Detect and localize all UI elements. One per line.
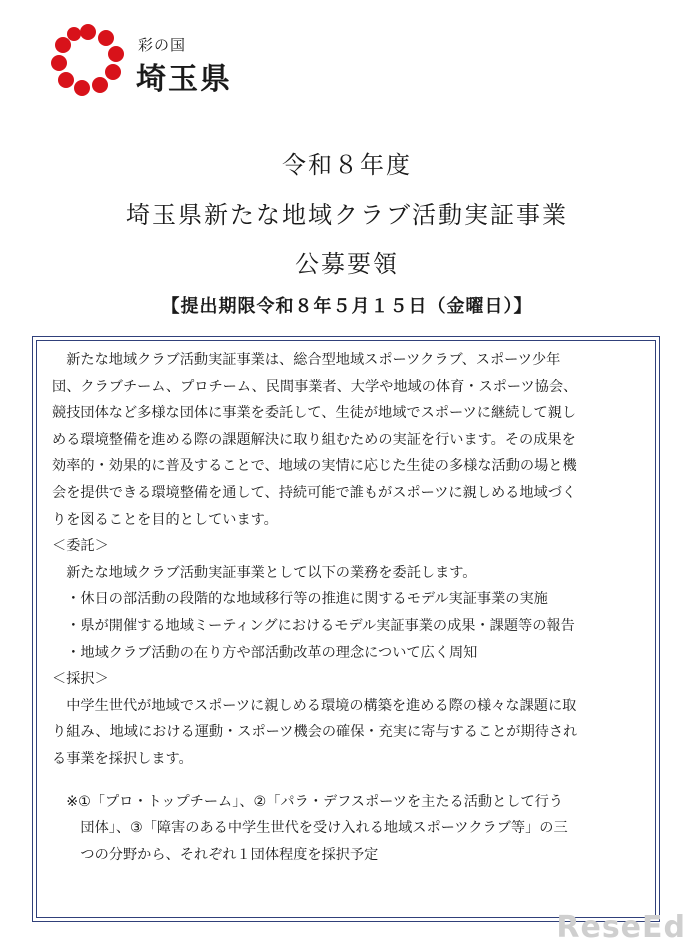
prefecture-logo (50, 22, 250, 102)
intro-line: りを図ることを目的としています。 (52, 511, 278, 528)
logo-subtitle: 彩の国 (138, 36, 187, 54)
note-line: つの分野から、それぞれ１団体程度を採択予定 (52, 846, 379, 863)
intro-line: 会を提供できる環境整備を通して、持続可能で誰もがスポーツに親しめる地域づく (52, 484, 577, 501)
watermark-logo: ReseEd (556, 910, 686, 945)
intro-line: 新たな地域クラブ活動実証事業は、総合型地域スポーツクラブ、スポーツ少年 (52, 352, 561, 368)
summary-box-content (52, 347, 648, 868)
note-line: 団体」、③「障害のある中学生世代を受け入れる地域スポーツクラブ等」の三 (52, 820, 568, 837)
document-title-project: 埼玉県新たな地域クラブ活動実証事業 (126, 201, 568, 229)
selection-line: 中学生世代が地域でスポーツに親しめる環境の構築を進める際の様々な課題に取 (52, 697, 577, 714)
intro-line: める環境整備を進める際の課題解決に取り組むための実証を行います。その成果を (52, 431, 576, 448)
saitama-emblem-icon (50, 22, 126, 98)
commission-text: 新たな地域クラブ活動実証事業として以下の業務を委託します。 (52, 564, 477, 581)
commission-item: ・休日の部活動の段階的な地域移行等の推進に関するモデル実証事業の実施 (52, 591, 548, 608)
commission-item: ・地域クラブ活動の在り方や部活動改革の理念について広く周知 (52, 644, 478, 661)
commission-item: ・県が開催する地域ミーティングにおけるモデル実証事業の成果・課題等の報告 (52, 617, 575, 634)
document-title-guideline: 公募要領 (295, 250, 399, 278)
commission-heading: ＜委託＞ (52, 538, 109, 555)
note-line: ※①「プロ・トップチーム」、②「パラ・デフスポーツを主たる活動として行う (52, 793, 564, 810)
selection-line: る事業を採択します。 (52, 750, 193, 767)
intro-line: 競技団体など多様な団体に事業を委託して、生徒が地域でスポーツに継続して親し (52, 405, 577, 422)
submission-deadline: 【提出期限令和８年５月１５日（金曜日）】 (161, 296, 533, 317)
selection-heading: ＜採択＞ (52, 671, 109, 688)
intro-line: 効率的・効果的に普及することで、地域の実情に応じた生徒の多様な活動の場と機 (52, 458, 577, 475)
intro-line: 団、クラブチーム、プロチーム、民間事業者、大学や地域の体育・スポーツ協会、 (52, 378, 578, 395)
document-title-year: 令和８年度 (282, 151, 412, 179)
logo-title: 埼玉県 (136, 62, 232, 97)
selection-line: り組み、地域における運動・スポーツ機会の確保・充実に寄与することが期待され (52, 724, 578, 741)
